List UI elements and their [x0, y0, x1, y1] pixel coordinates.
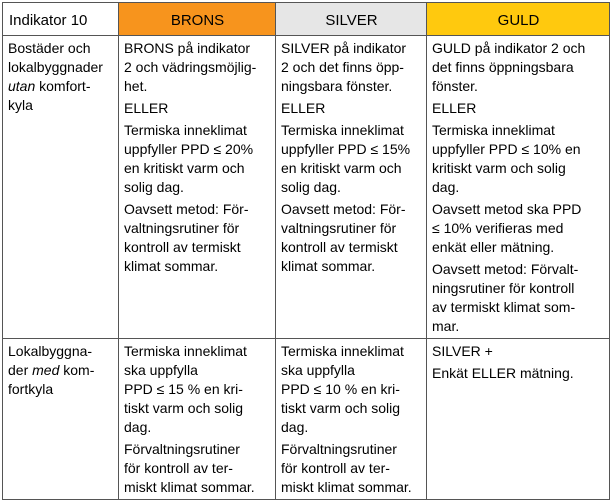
table-row	[3, 339, 610, 500]
criteria-paragraph: Termiska inneklimat ska uppfylla PPD ≤ 15 % en kri- tiskt varm och solig dag.	[124, 343, 247, 435]
row-label-after: kom- fortkyla	[8, 362, 95, 397]
criteria-paragraph: SILVER +	[432, 343, 493, 359]
criteria-paragraph: Termiska inneklimat uppfyller PPD ≤ 20% en kritiskt varm och solig dag.	[124, 122, 254, 195]
criteria-paragraph: Förvaltningsrutiner för kontroll av ter- miskt klimat sommar.	[281, 441, 412, 495]
row-label-after: komfort- kyla	[8, 78, 91, 113]
criteria-paragraph: Förvaltningsrutiner för kontroll av ter- miskt klimat sommar.	[124, 441, 255, 495]
row-label-cell	[3, 36, 119, 339]
criteria-paragraph: Termiska inneklimat uppfyller PPD ≤ 10% en kritiskt varm och solig dag.	[432, 122, 581, 195]
guld-cell	[427, 339, 610, 500]
indicator-header: Indikator 10	[3, 3, 119, 36]
criteria-paragraph: BRONS på indikator 2 och vädringsmöjlig- het.	[124, 40, 257, 94]
table-row	[3, 36, 610, 339]
criteria-paragraph: Oavsett metod: För- valtningsrutiner för kontroll av termiskt klimat sommar.	[124, 201, 249, 274]
brons-cell	[119, 339, 276, 500]
row-label-emphasis: med	[32, 362, 60, 378]
row-label-cell	[3, 339, 119, 500]
criteria-paragraph: Oavsett metod ska PPD ≤ 10% verifieras med enkät eller mätning.	[432, 201, 582, 255]
criteria-paragraph: Enkät ELLER mätning.	[432, 365, 574, 381]
silver-cell	[276, 36, 427, 339]
row-label	[8, 39, 114, 115]
criteria-paragraph: Oavsett metod: Förvalt- ningsrutiner för kontroll av termiskt klimat som- mar.	[432, 261, 579, 334]
row-label-before: Bostäder och lokalbyggnader	[8, 40, 103, 75]
row-label	[8, 342, 114, 399]
guld-cell	[427, 36, 610, 339]
table-header-row	[3, 3, 610, 36]
silver-cell	[276, 339, 427, 500]
criteria-paragraph: Oavsett metod: För- valtningsrutiner för kontroll av termiskt klimat sommar.	[281, 201, 406, 274]
silver-header: SILVER	[276, 3, 427, 36]
brons-cell	[119, 36, 276, 339]
brons-header: BRONS	[119, 3, 276, 36]
criteria-paragraph: SILVER på indikator 2 och det finns öpp- ningsbara fönster.	[281, 40, 407, 94]
criteria-paragraph: ELLER	[281, 100, 326, 116]
criteria-paragraph: GULD på indikator 2 och det finns öppningsbara fönster.	[432, 40, 586, 94]
criteria-paragraph: ELLER	[432, 100, 477, 116]
criteria-paragraph: Termiska inneklimat ska uppfylla PPD ≤ 10 % en kri- tiskt varm och solig dag.	[281, 343, 404, 435]
row-label-emphasis: utan	[8, 78, 36, 94]
guld-header: GULD	[427, 3, 610, 36]
criteria-paragraph: Termiska inneklimat uppfyller PPD ≤ 15% en kritiskt varm och solig dag.	[281, 122, 411, 195]
criteria-paragraph: ELLER	[124, 100, 169, 116]
criteria-table	[2, 2, 610, 500]
row-label-before: Lokalbyggna- der	[8, 343, 93, 378]
